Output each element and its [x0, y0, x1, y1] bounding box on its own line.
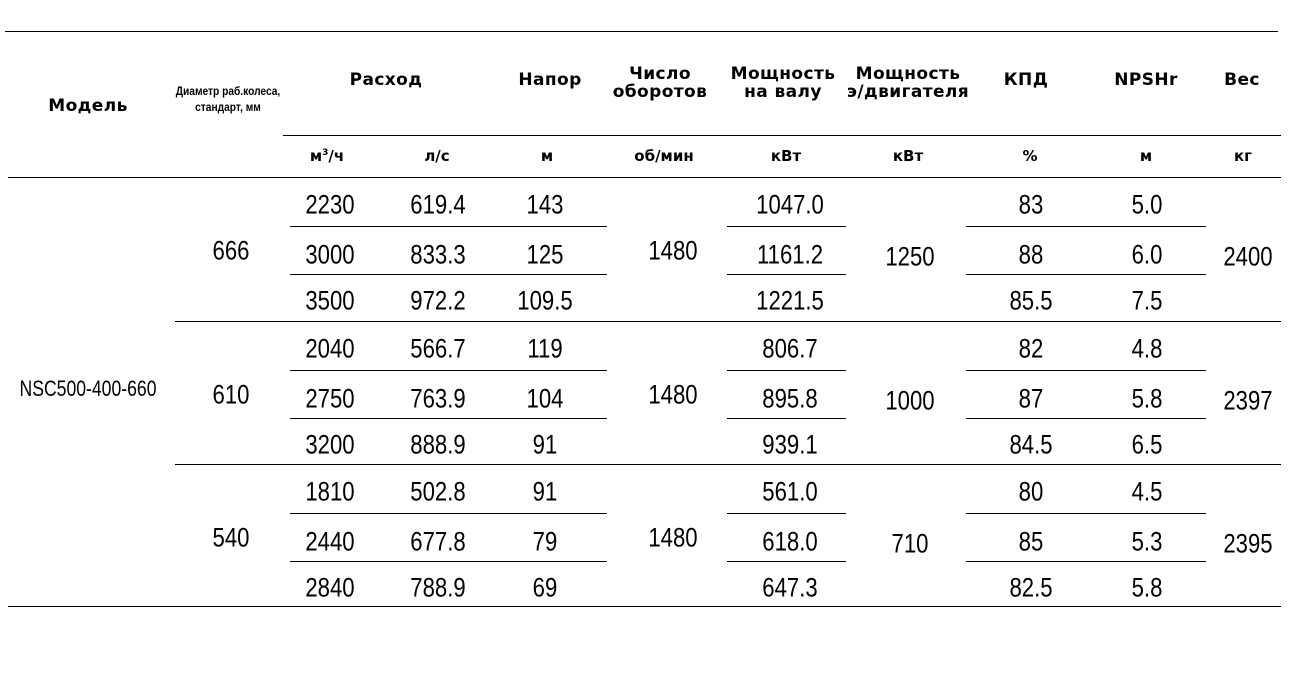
row-rule	[290, 513, 607, 514]
cell-flow-m3h: 3000	[305, 239, 355, 270]
cell-flow-m3h: 2230	[305, 189, 355, 220]
unit-head: м	[540, 147, 554, 165]
cell-npshr: 6.5	[1131, 429, 1163, 460]
cell-flow-ls: 619.4	[410, 189, 466, 220]
weight-value: 2397	[1223, 385, 1273, 416]
cell-efficiency: 88	[1018, 239, 1044, 270]
row-rule	[727, 561, 846, 562]
unit-weight: кг	[1233, 147, 1253, 165]
group-divider	[175, 464, 1281, 465]
bottom-rule	[8, 606, 1281, 607]
row-rule	[727, 274, 846, 275]
row-rule	[290, 226, 607, 227]
cell-efficiency: 82.5	[1009, 572, 1053, 603]
row-rule	[727, 513, 846, 514]
header-head: Напор	[518, 70, 582, 90]
cell-npshr: 7.5	[1131, 285, 1163, 316]
row-rule	[727, 418, 846, 419]
weight-value: 2395	[1223, 528, 1273, 559]
model-name: NSC500-400-660	[19, 376, 157, 401]
cell-flow-ls: 888.9	[410, 429, 466, 460]
row-rule	[727, 226, 846, 227]
header-bottom-rule	[8, 177, 1281, 178]
row-rule	[966, 274, 1206, 275]
cell-npshr: 6.0	[1131, 239, 1163, 270]
cell-flow-m3h: 3500	[305, 285, 355, 316]
cell-flow-ls: 833.3	[410, 239, 466, 270]
cell-flow-m3h: 2840	[305, 572, 355, 603]
cell-npshr: 5.0	[1131, 189, 1163, 220]
header-efficiency: КПД	[1003, 70, 1049, 90]
cell-head: 109.5	[517, 285, 573, 316]
speed-value: 1480	[648, 379, 698, 410]
row-rule	[966, 226, 1206, 227]
motor-power-value: 710	[891, 528, 929, 559]
speed-value: 1480	[648, 522, 698, 553]
row-rule	[966, 513, 1206, 514]
cell-shaft-power: 618.0	[762, 526, 818, 557]
cell-flow-ls: 763.9	[410, 383, 466, 414]
cell-efficiency: 82	[1018, 333, 1044, 364]
unit-flow-ls: л/с	[424, 147, 450, 165]
impeller-diameter: 666	[212, 235, 250, 266]
cell-head: 143	[526, 189, 564, 220]
row-rule	[290, 561, 607, 562]
cell-npshr: 5.8	[1131, 572, 1163, 603]
cell-shaft-power: 647.3	[762, 572, 818, 603]
cell-head: 125	[526, 239, 564, 270]
cell-flow-ls: 677.8	[410, 526, 466, 557]
cell-head: 69	[532, 572, 558, 603]
unit-motor-power: кВт	[892, 147, 924, 165]
cell-flow-ls: 972.2	[410, 285, 466, 316]
cell-shaft-power: 939.1	[762, 429, 818, 460]
header-shaft-power: Мощность на валу	[730, 64, 836, 102]
header-npshr: NPSHr	[1114, 70, 1178, 90]
cell-efficiency: 87	[1018, 383, 1044, 414]
row-rule	[290, 274, 607, 275]
cell-efficiency: 84.5	[1009, 429, 1053, 460]
row-rule	[966, 370, 1206, 371]
header-model: Модель	[48, 96, 128, 116]
header-flow: Расход	[349, 70, 423, 90]
speed-value: 1480	[648, 235, 698, 266]
unit-speed: об/мин	[634, 147, 694, 165]
cell-head: 91	[532, 476, 558, 507]
cell-flow-ls: 788.9	[410, 572, 466, 603]
weight-value: 2400	[1223, 241, 1273, 272]
cell-flow-m3h: 2750	[305, 383, 355, 414]
row-rule	[727, 370, 846, 371]
motor-power-value: 1000	[885, 385, 935, 416]
header-speed: Число оборотов	[612, 64, 708, 102]
unit-efficiency: %	[1022, 147, 1038, 165]
header-motor-power: Мощность э/двигателя	[846, 64, 970, 102]
units-rule	[283, 135, 1281, 136]
cell-flow-ls: 502.8	[410, 476, 466, 507]
cell-npshr: 4.8	[1131, 333, 1163, 364]
unit-npshr: м	[1139, 147, 1153, 165]
row-rule	[966, 561, 1206, 562]
cell-efficiency: 80	[1018, 476, 1044, 507]
cell-shaft-power: 806.7	[762, 333, 818, 364]
cell-flow-m3h: 2440	[305, 526, 355, 557]
motor-power-value: 1250	[885, 241, 935, 272]
cell-flow-m3h: 2040	[305, 333, 355, 364]
unit-shaft-power: кВт	[770, 147, 802, 165]
row-rule	[290, 370, 607, 371]
cell-npshr: 5.3	[1131, 526, 1163, 557]
cell-head: 119	[527, 333, 563, 364]
group-divider	[175, 321, 1281, 322]
top-rule	[5, 31, 1278, 32]
cell-npshr: 4.5	[1131, 476, 1163, 507]
cell-head: 104	[526, 383, 564, 414]
cell-shaft-power: 1221.5	[756, 285, 824, 316]
impeller-diameter: 540	[212, 522, 250, 553]
cell-shaft-power: 1047.0	[756, 189, 824, 220]
unit-flow-m3h: $м^3/ч$	[309, 147, 345, 165]
cell-efficiency: 83	[1018, 189, 1044, 220]
header-impeller: Диаметр раб.колеса, стандарт, мм	[175, 84, 281, 114]
cell-shaft-power: 895.8	[762, 383, 818, 414]
cell-head: 91	[532, 429, 558, 460]
cell-flow-ls: 566.7	[410, 333, 466, 364]
row-rule	[966, 418, 1206, 419]
cell-head: 79	[532, 526, 558, 557]
row-rule	[290, 418, 607, 419]
cell-flow-m3h: 1810	[305, 476, 355, 507]
cell-efficiency: 85	[1018, 526, 1044, 557]
cell-npshr: 5.8	[1131, 383, 1163, 414]
cell-efficiency: 85.5	[1009, 285, 1053, 316]
cell-shaft-power: 561.0	[762, 476, 818, 507]
cell-shaft-power: 1161.2	[756, 239, 824, 270]
impeller-diameter: 610	[212, 379, 250, 410]
cell-flow-m3h: 3200	[305, 429, 355, 460]
header-weight: Вес	[1224, 70, 1260, 90]
